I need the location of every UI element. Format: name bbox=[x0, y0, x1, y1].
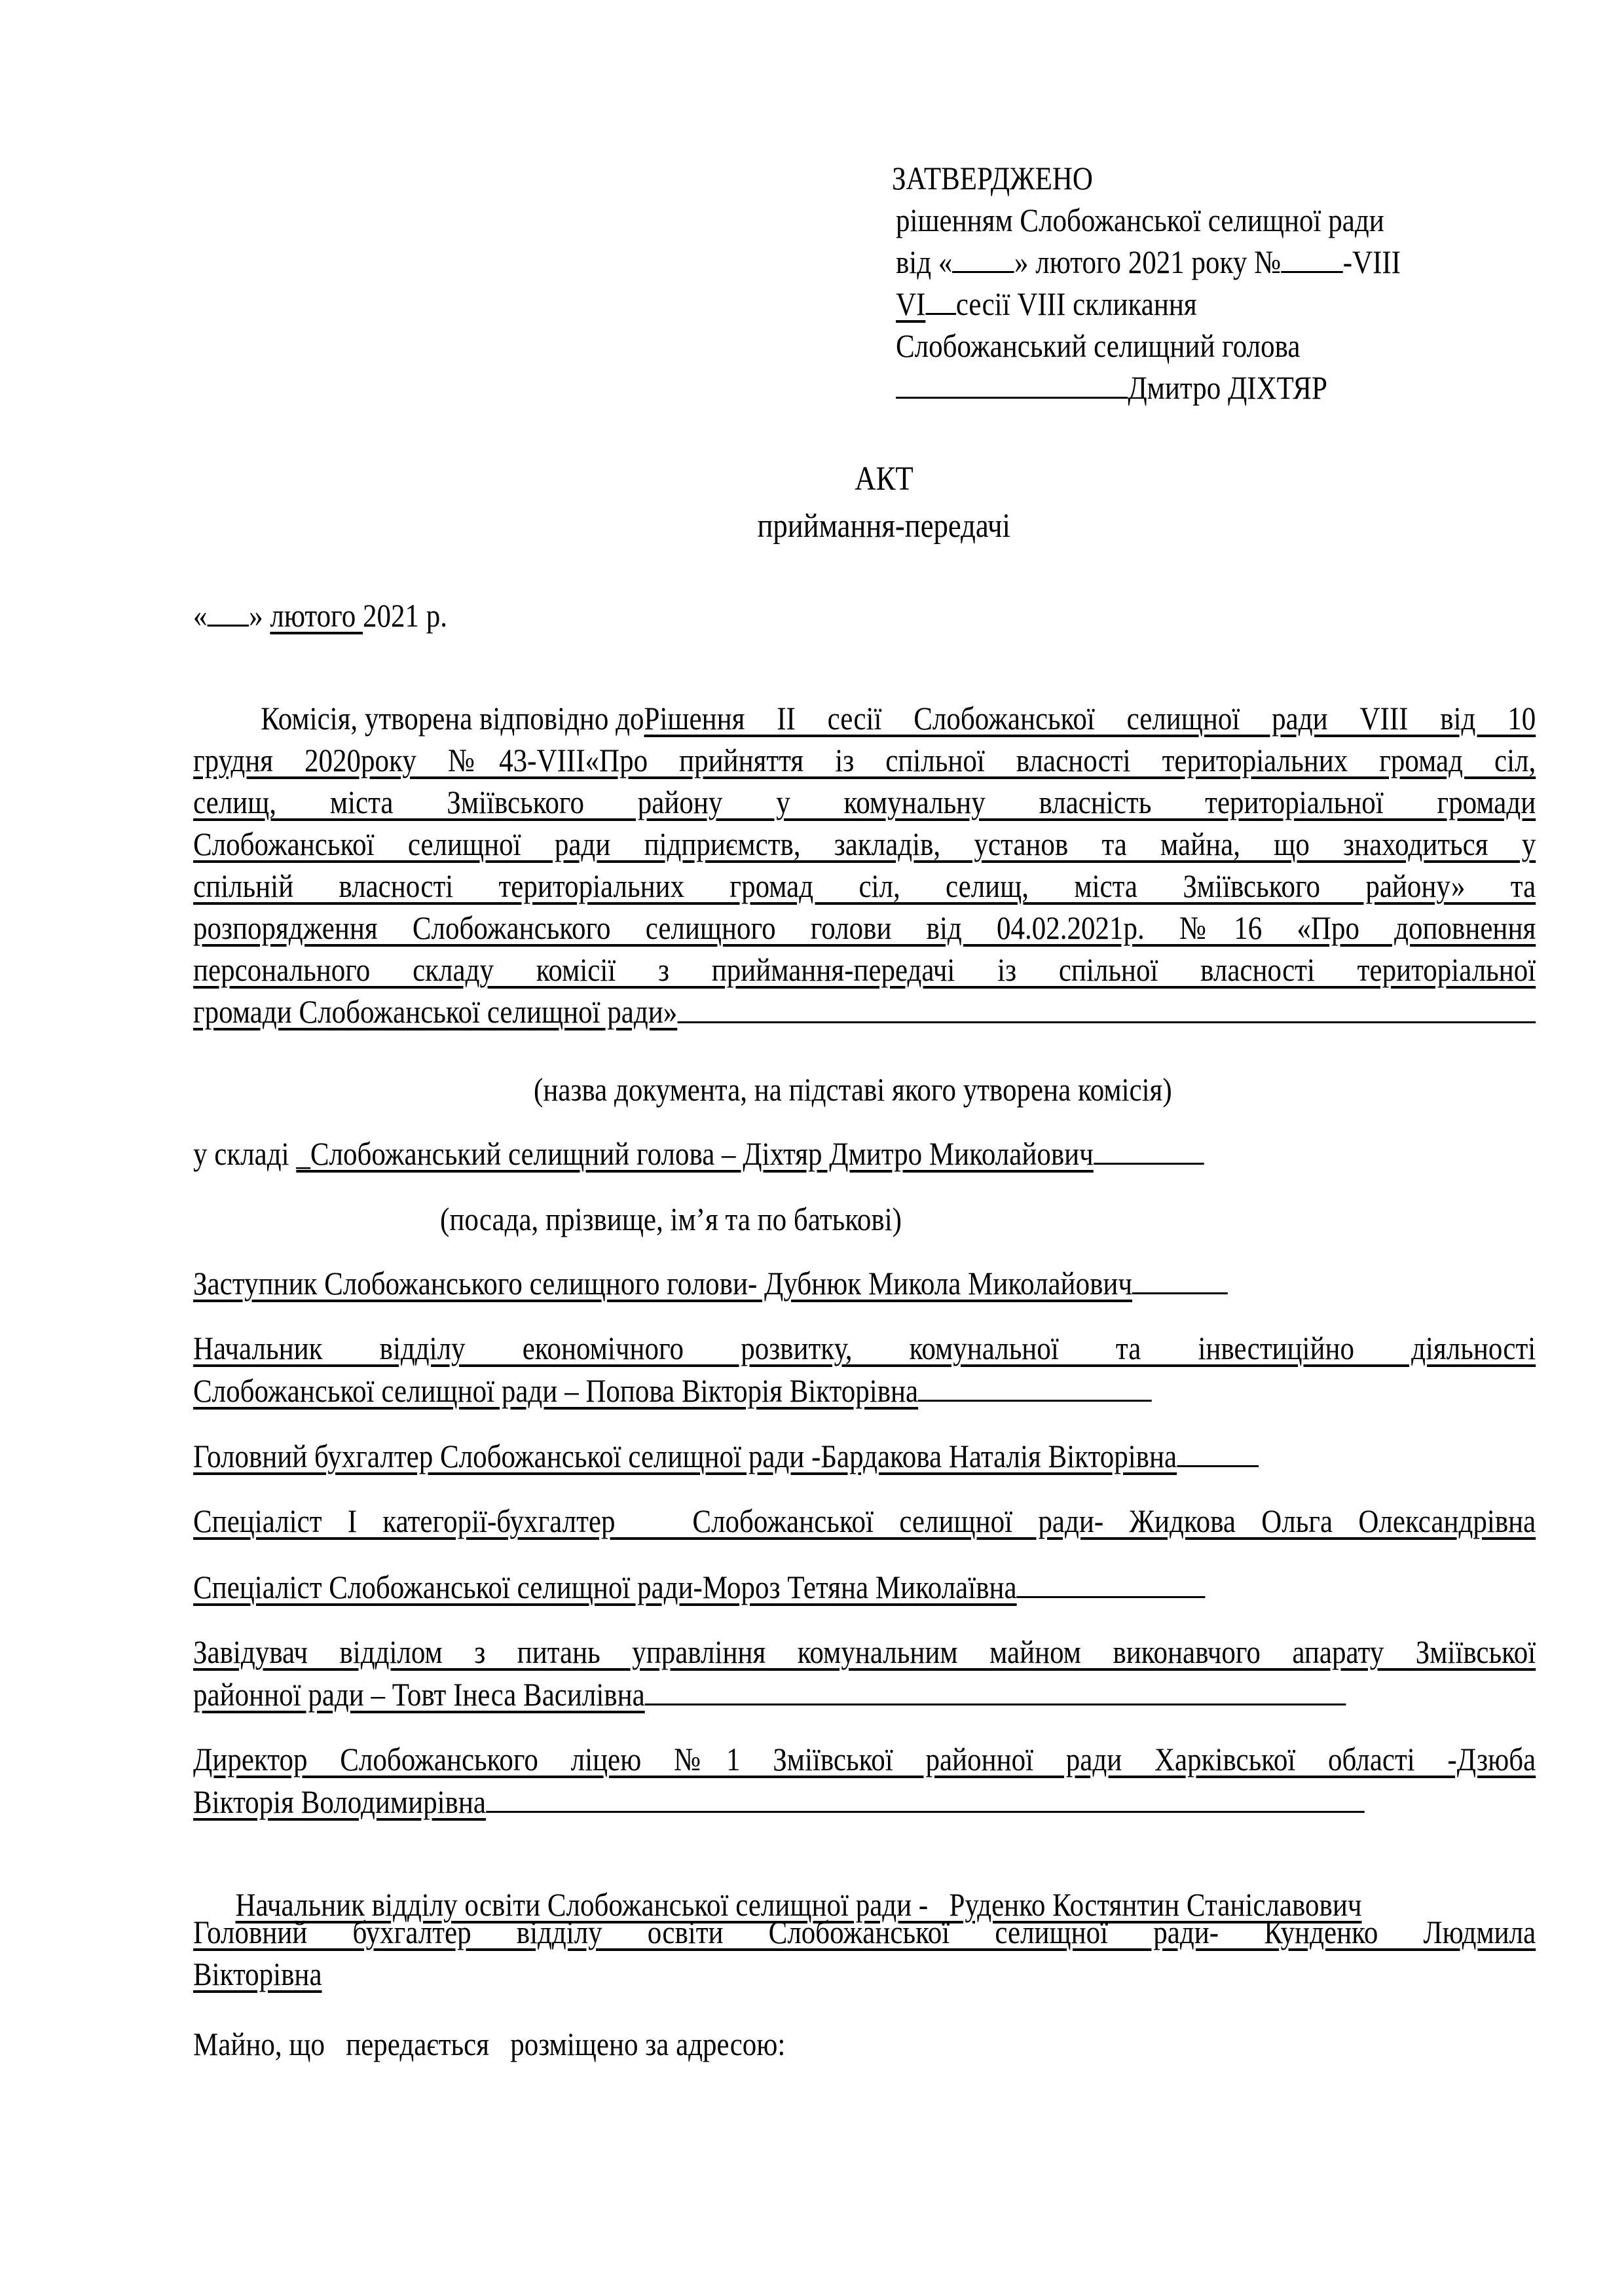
approval-date-mid: » лютого 2021 року № bbox=[1014, 244, 1282, 280]
member-blank[interactable] bbox=[645, 1675, 1346, 1705]
member-item-cont: Вікторівна bbox=[193, 1956, 322, 1992]
member-blank[interactable] bbox=[486, 1782, 1365, 1813]
member-blank[interactable] bbox=[1177, 1436, 1259, 1467]
commission-line-5: спільній власності територіальних громад сіл, селищ, міста Зміївського району» та bbox=[193, 867, 1536, 904]
member-item-cont: Вікторія Володимирівна bbox=[193, 1782, 1536, 1824]
approval-date-prefix: від « bbox=[896, 244, 953, 280]
member-blank[interactable] bbox=[1132, 1264, 1228, 1294]
member-item: Головний бухгалтер Слобожанської селищної ради -Бардакова Наталія Вікторівна bbox=[193, 1436, 1536, 1478]
member-item: Директор Слобожанського ліцею №1 Зміївської районної ради Харківської області -Дзюба bbox=[193, 1741, 1536, 1777]
approval-session-number: VI bbox=[896, 285, 926, 322]
member-item: Головний бухгалтер відділу освіти Слобожанської селищної ради- Кунденко Людмила bbox=[193, 1914, 1536, 1950]
member-item: Спеціаліст Слобожанської селищної ради-Мороз Тетяна Миколаївна bbox=[193, 1567, 1536, 1609]
document-subtitle-wrap bbox=[0, 505, 1624, 547]
member-blank[interactable] bbox=[1017, 1567, 1206, 1598]
composition-caption: (посада, прізвище, ім’я та по батькові) bbox=[440, 1201, 902, 1237]
member-item-cont: районної ради – Товт Інеса Василівна bbox=[193, 1675, 1536, 1717]
document-subtitle: приймання-передачі bbox=[757, 507, 1011, 545]
approval-session-blank[interactable] bbox=[925, 284, 955, 315]
act-date-close-quote: » bbox=[249, 597, 263, 634]
commission-intro: Комісія, утворена відповідно до bbox=[261, 700, 644, 737]
commission-basis-doc: Рішення ІІ сесії Слобожанської селищної ради VІІІ від 10 bbox=[644, 700, 1536, 737]
act-date-line bbox=[193, 594, 447, 636]
approval-decision-line: рішенням Слобожанської селищної ради bbox=[896, 202, 1384, 238]
member-item-cont: Слобожанської селищної ради – Попова Вікторія Вікторівна bbox=[193, 1371, 1536, 1413]
approval-title: ЗАТВЕРДЖЕНО bbox=[892, 160, 1093, 196]
composition-prefix: у складі bbox=[193, 1135, 297, 1172]
member-blank[interactable] bbox=[918, 1371, 1152, 1402]
approval-date-suffix: -VIII bbox=[1342, 244, 1401, 280]
commission-basis-caption: (назва документа, на підставі якого утворена комісія) bbox=[534, 1071, 1172, 1108]
signature-blank[interactable] bbox=[896, 368, 1128, 399]
member-item: Начальник відділу освіти Слобожанської селищної ради - Руденко Костянтин Станіславович bbox=[235, 1886, 1362, 1923]
act-date-year: 2021 р. bbox=[362, 597, 447, 634]
commission-line-7: персонального складу комісії з приймання-передачі із спільної власності територіальної bbox=[193, 951, 1536, 988]
act-date-open-quote: « bbox=[193, 597, 208, 634]
member-item: Начальник відділу економічного розвитку, комунальної та інвестиційно діяльності bbox=[193, 1330, 1536, 1366]
commission-line-1 bbox=[193, 699, 1536, 741]
approval-number-blank[interactable] bbox=[1281, 242, 1343, 273]
commission-line-3: селищ, міста Зміївського району у комунальну власність територіальної громади bbox=[193, 784, 1536, 820]
document-title-wrap bbox=[0, 458, 1624, 500]
commission-line-4: Слобожанської селищної ради підприємств, закладів, установ та майна, що знаходиться у bbox=[193, 826, 1536, 862]
member-item: Завідувач відділом з питань управління комунальним майном виконавчого апарату Зміївської bbox=[193, 1633, 1536, 1670]
approval-session-rest: сесії VIII скликання bbox=[955, 285, 1197, 322]
composition-head-line bbox=[193, 1134, 1536, 1176]
approval-day-blank[interactable] bbox=[952, 242, 1014, 273]
commission-line-8 bbox=[193, 993, 1536, 1034]
approval-head-title: Слобожанський селищний голова bbox=[896, 327, 1301, 364]
approval-signature-line bbox=[896, 367, 1327, 409]
composition-head-member: _Слобожанський селищний голова – Діхтяр Дмитро Миколайович bbox=[296, 1135, 1094, 1172]
commission-basis-blank[interactable] bbox=[677, 993, 1536, 1023]
approval-session-line bbox=[896, 283, 1197, 325]
commission-line-6: розпорядження Слобожанського селищного голови від 04.02.2021р. №16 «Про доповнення bbox=[193, 909, 1536, 946]
act-date-month: лютого bbox=[270, 597, 363, 634]
composition-head-blank[interactable] bbox=[1094, 1134, 1204, 1165]
member-item: Заступник Слобожанського селищного голови- Дубнюк Микола Миколайович bbox=[193, 1264, 1536, 1305]
approval-date-line bbox=[896, 241, 1401, 283]
member-item: Спеціаліст І категорії-бухгалтер Слобожанської селищної ради- Жидкова Ольга Олександрівна bbox=[193, 1503, 1536, 1539]
commission-basis-end: громади Слобожанської селищної ради» bbox=[193, 993, 678, 1030]
document-title: АКТ bbox=[855, 460, 913, 498]
act-day-blank[interactable] bbox=[208, 596, 249, 627]
approval-signature-name: Дмитро ДІХТЯР bbox=[1128, 369, 1327, 406]
property-address-label: Майно, що передається розміщено за адресою: bbox=[193, 2026, 786, 2062]
commission-line-2: грудня 2020року №43-VIII«Про прийняття із спільної власності територіальних громад сіл, bbox=[193, 742, 1536, 778]
